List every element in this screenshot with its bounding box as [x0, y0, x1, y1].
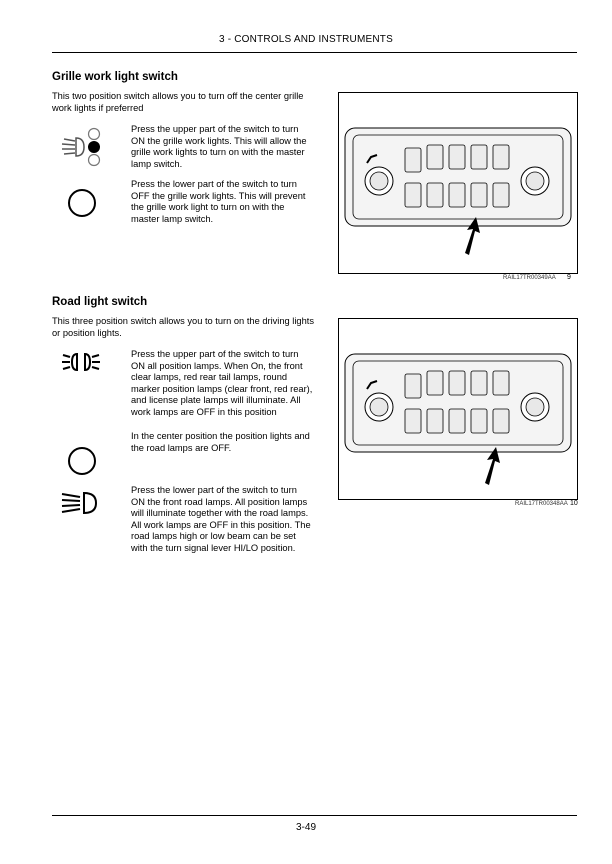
section-heading-grille-work-light: Grille work light switch	[52, 71, 178, 83]
road-position-description: Press the upper part of the switch to turn ON all position lamps. When On, the front clear lamps, red rear tail lamps, round marker position lamps (clear front, red rear), and license plate lamps will illuminate. All work lamps are OFF in this position	[131, 349, 313, 417]
section-intro-grille-work-light: This two position switch allows you to turn off the center grille work lights if preferred	[52, 91, 304, 113]
grille-on-description: Press the upper part of the switch to turn ON the grille work lights. This will allow the grille work lights to turn on with the master lamp switch.	[131, 124, 307, 169]
figure-ref-code: RAIL17TR00348AA	[515, 501, 568, 507]
switch-panel-illustration	[339, 319, 577, 499]
grille-work-light-on-icon	[58, 124, 106, 170]
figure-number: 9	[567, 274, 571, 281]
grille-off-description: Press the lower part of the switch to turn OFF the grille work lights. This will prevent the grille work light to turn on with the master lamp switch.	[131, 179, 306, 224]
road-lamps-description: Press the lower part of the switch to turn ON the front road lamps. All position lamps will illuminate together with the road lamps. All work lamps are OFF in this position. The road lamps high or low beam can be set with the turn signal lever HI/LO position.	[131, 485, 311, 553]
figure-grille-switch-panel	[338, 92, 578, 281]
page-header-title: 3 - CONTROLS AND INSTRUMENTS	[219, 34, 393, 45]
switch-panel-illustration	[339, 93, 577, 273]
road-lamps-icon	[58, 490, 102, 516]
page-number: 3-49	[295, 822, 316, 833]
figure-ref-code: RAIL17TR00349AA	[503, 275, 556, 281]
section-intro-road-light: This three position switch allows you to turn on the driving lights or position lights.	[52, 316, 314, 338]
figure-road-switch-panel	[338, 318, 578, 507]
figure-number: 10	[570, 500, 578, 507]
footer-rule	[52, 815, 577, 816]
section-heading-road-light: Road light switch	[52, 296, 148, 308]
circle-off-icon	[66, 187, 98, 219]
road-center-description: In the center position the position lights and the road lamps are OFF.	[131, 431, 310, 453]
circle-off-icon	[66, 445, 98, 477]
header-rule	[52, 52, 577, 53]
position-lamps-icon	[60, 350, 102, 374]
